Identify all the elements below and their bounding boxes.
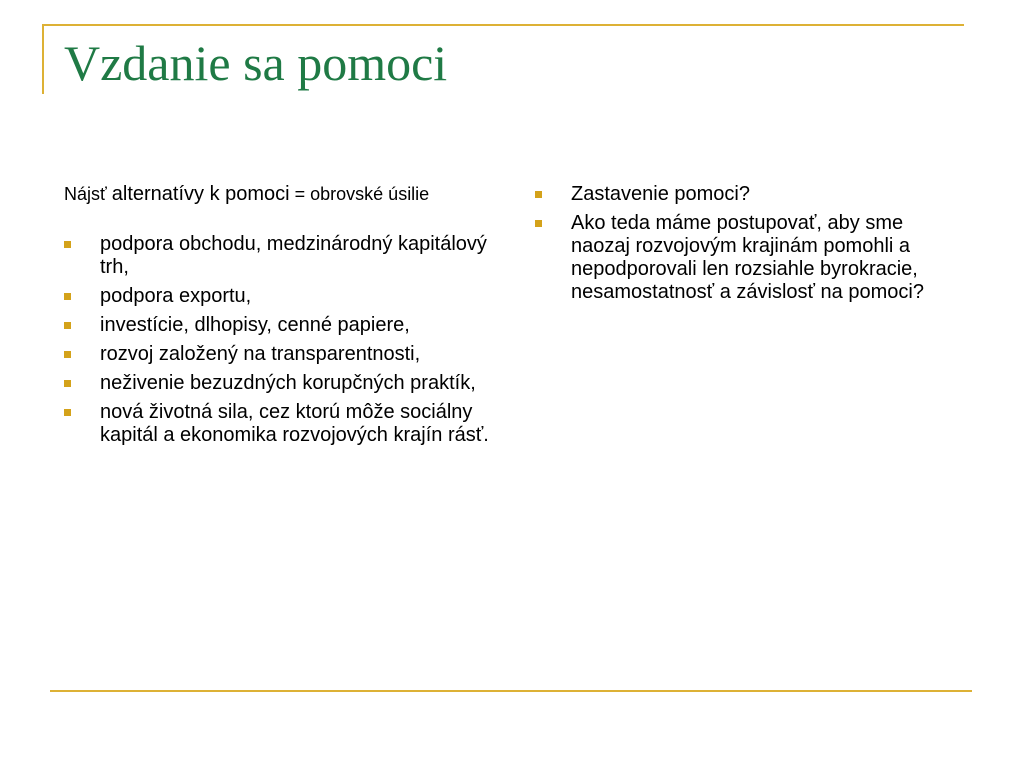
slide-title: Vzdanie sa pomoci bbox=[64, 35, 448, 91]
list-item bbox=[64, 233, 504, 279]
list-item-text: neživenie bezuzdných korupčných praktík, bbox=[100, 372, 476, 394]
square-bullet-icon bbox=[64, 241, 71, 248]
list-item-text: Zastavenie pomoci? bbox=[571, 183, 750, 205]
right-column bbox=[535, 183, 935, 310]
list-item bbox=[64, 285, 504, 308]
square-bullet-icon bbox=[64, 409, 71, 416]
square-bullet-icon bbox=[64, 293, 71, 300]
list-item-text: investície, dlhopisy, cenné papiere, bbox=[100, 314, 410, 336]
list-item bbox=[64, 343, 504, 366]
intro-text bbox=[64, 183, 504, 206]
list-item-text: podpora exportu, bbox=[100, 285, 252, 307]
square-bullet-icon bbox=[64, 380, 71, 387]
list-item bbox=[64, 314, 504, 337]
intro-part-2: alternatívy k pomoci bbox=[111, 183, 290, 205]
square-bullet-icon bbox=[535, 191, 542, 198]
intro-part-3: = obrovské úsilie bbox=[289, 184, 430, 204]
list-item bbox=[535, 212, 935, 304]
list-item-text: nová životná sila, cez ktorú môže sociálny kapitál a ekonomika rozvojových krajín rásť. bbox=[100, 401, 489, 446]
left-accent-line bbox=[42, 24, 44, 94]
intro-part-1: Nájsť bbox=[64, 184, 112, 204]
bottom-accent-line bbox=[50, 690, 972, 692]
list-item bbox=[535, 183, 935, 206]
list-item bbox=[64, 401, 504, 447]
list-item-text: rozvoj založený na transparentnosti, bbox=[100, 343, 421, 365]
top-accent-line bbox=[42, 24, 964, 26]
list-item bbox=[64, 372, 504, 395]
left-column bbox=[64, 183, 504, 453]
square-bullet-icon bbox=[64, 351, 71, 358]
square-bullet-icon bbox=[64, 322, 71, 329]
list-item-text: Ako teda máme postupovať, aby sme naozaj rozvojovým krajinám pomohli a nepodporovali len rozsiahle byrokracie, nesamostatnosť a závislosť na pomoci? bbox=[571, 212, 924, 303]
right-bullet-list bbox=[535, 183, 935, 304]
left-bullet-list bbox=[64, 233, 504, 447]
list-item-text: podpora obchodu, medzinárodný kapitálový trh, bbox=[100, 233, 487, 278]
square-bullet-icon bbox=[535, 220, 542, 227]
